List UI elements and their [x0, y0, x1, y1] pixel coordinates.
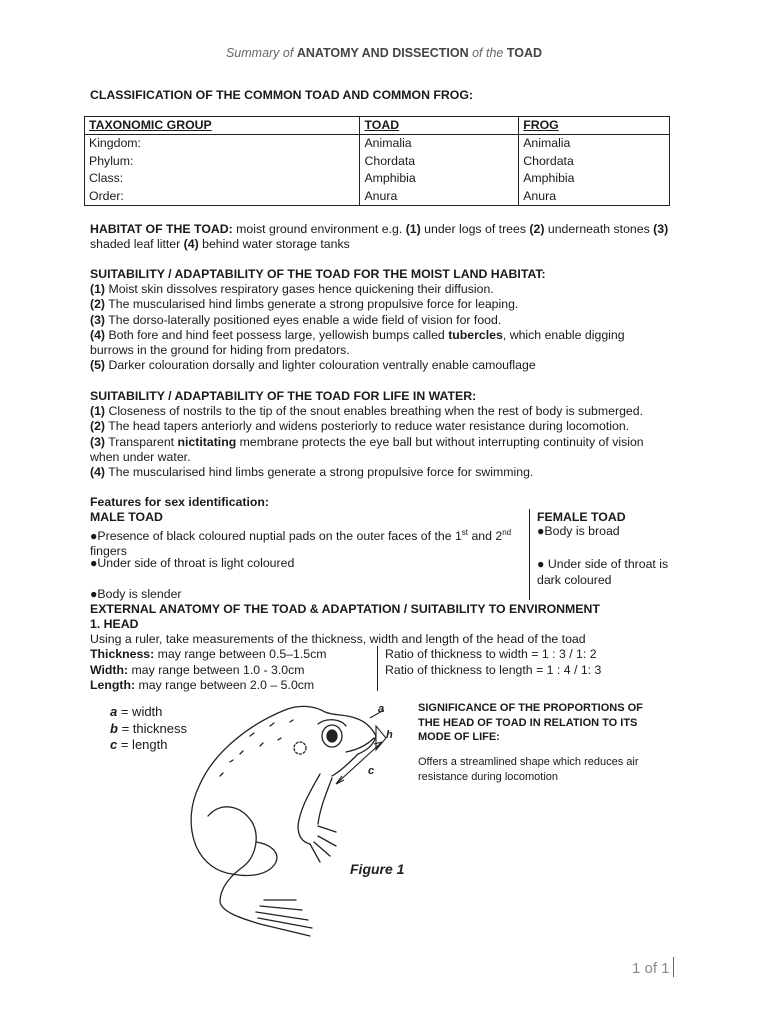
label-c: c	[368, 765, 375, 777]
table-header-row	[85, 117, 670, 135]
header-post: of the	[472, 46, 504, 60]
table-row	[85, 135, 670, 153]
measure-text: may range between 0.5–1.5cm	[154, 647, 327, 661]
measure-label: Thickness:	[90, 647, 155, 661]
table-cell: Phylum:	[85, 153, 360, 170]
male-text: ●Presence of black coloured nuptial pads on the outer faces of the 1	[90, 529, 462, 544]
item-num: (1)	[90, 282, 106, 297]
habitat-text: underneath stones	[544, 222, 654, 236]
list-item	[90, 297, 690, 312]
male-text: fingers	[90, 544, 127, 559]
significance-title	[418, 701, 643, 745]
habitat-label: HABITAT OF THE TOAD:	[90, 222, 233, 236]
length-line	[90, 678, 327, 694]
table-row	[85, 170, 670, 187]
table-cell: Chordata	[360, 153, 519, 170]
male-title: MALE TOAD	[90, 510, 163, 524]
item-num: (2)	[90, 297, 106, 312]
item-num: (1)	[90, 404, 106, 419]
female-text: dark coloured	[537, 573, 612, 587]
item-text: Transparent	[105, 434, 178, 449]
ordinal: st	[461, 528, 469, 537]
item-term: nictitating	[177, 434, 237, 449]
table-cell: Chordata	[519, 153, 670, 170]
item-num: (4)	[90, 465, 106, 480]
page-header	[0, 46, 768, 60]
list-item	[90, 404, 700, 419]
item-text: The head tapers anteriorly and widens posteriorly to reduce water resistance during locomotion.	[105, 419, 630, 434]
item-text: Darker colouration dorsally and lighter colouration ventrally enable camouflage	[105, 358, 536, 373]
legend-text: = thickness	[117, 720, 187, 736]
head-title: 1. HEAD	[90, 617, 139, 631]
list-item	[90, 313, 690, 328]
legend-text: = length	[117, 737, 168, 752]
table-cell: Animalia	[519, 135, 670, 153]
item-text: burrows in the ground for hiding from predators.	[90, 343, 350, 358]
ratios	[385, 647, 601, 678]
item-text: when under water.	[90, 449, 191, 464]
table-cell: Class:	[85, 170, 360, 187]
header-pre: Summary of	[225, 46, 294, 60]
legend-key: a	[110, 704, 118, 719]
item-num: (4)	[90, 327, 106, 342]
item-text: Both fore and hind feet possess large, yellowish bumps called	[105, 327, 449, 342]
significance-title-line: SIGNIFICANCE OF THE PROPORTIONS OF	[418, 702, 643, 714]
item-num: (5)	[90, 358, 106, 373]
label-a: a	[378, 703, 385, 715]
habitat-num: (2)	[529, 222, 545, 236]
table-cell: Order:	[85, 188, 360, 206]
significance-title-line: THE HEAD OF TOAD IN RELATION TO ITS	[418, 716, 638, 729]
habitat-num: (4)	[183, 237, 199, 252]
table-cell: Anura	[519, 188, 670, 206]
measure-label: Length:	[90, 678, 136, 693]
male-feature-1	[90, 525, 511, 560]
table-cell: Amphibia	[360, 170, 519, 187]
male-feature-3: ●Body is slender	[90, 587, 182, 601]
measure-text: may range between 2.0 – 5.0cm	[135, 678, 315, 693]
item-num: (3)	[90, 312, 106, 327]
ratio-line: Ratio of thickness to width = 1 : 3 / 1: 2	[385, 647, 597, 661]
habitat-text: shaded leaf litter	[90, 237, 184, 252]
list-item	[90, 358, 690, 373]
ratio-line: Ratio of thickness to length = 1 : 4 / 1: 3	[385, 662, 602, 677]
water-section	[90, 389, 700, 480]
list-item	[90, 465, 700, 480]
figure-label: Figure 1	[350, 861, 405, 877]
land-title: SUITABILITY / ADAPTABILITY OF THE TOAD FOR THE MOIST LAND HABITAT:	[90, 267, 546, 281]
sex-title: Features for sex identification:	[90, 495, 270, 509]
item-text: Closeness of nostrils to the tip of the snout enables breathing when the rest of body is submerged.	[105, 404, 643, 419]
table-cell: Animalia	[360, 135, 519, 153]
measure-text: may range between 1.0 - 3.0cm	[128, 662, 305, 677]
item-term: tubercles	[448, 327, 503, 342]
page-number-text: 1 of 1	[632, 960, 670, 977]
toad-figure	[160, 696, 420, 940]
list-item	[90, 419, 700, 434]
external-title: EXTERNAL ANATOMY OF THE TOAD & ADAPTATION / SUITABILITY TO ENVIRONMENT	[90, 602, 600, 616]
measure-intro: Using a ruler, take measurements of the thickness, width and length of the head of the toad	[90, 632, 586, 646]
header-end: TOAD	[506, 46, 543, 60]
header-title: ANATOMY AND DISSECTION	[296, 46, 469, 60]
list-item	[90, 282, 690, 297]
ratio-divider	[377, 646, 378, 691]
significance-line: Offers a streamlined shape which reduces air	[418, 756, 639, 768]
item-text: The dorso-laterally positioned eyes enable a wide field of vision for food.	[105, 312, 502, 327]
ordinal: nd	[502, 528, 512, 537]
legend-text: = width	[117, 704, 163, 719]
item-num: (2)	[90, 419, 106, 434]
thickness-line	[90, 647, 327, 663]
table-row	[85, 153, 670, 170]
measurements	[90, 647, 327, 694]
male-text: and 2	[468, 529, 503, 544]
habitat-text: under logs of trees	[420, 222, 530, 236]
list-item	[90, 435, 700, 465]
legend-key: b	[110, 720, 118, 736]
table-header-cell: TAXONOMIC GROUP	[85, 117, 360, 135]
habitat-text: moist ground environment e.g.	[232, 222, 406, 236]
item-text: Moist skin dissolves respiratory gases hence quickening their diffusion.	[105, 282, 494, 297]
table-header-cell: FROG	[519, 117, 670, 135]
female-feature-2	[537, 556, 668, 588]
item-text: The muscularised hind limbs generate a strong propulsive force for leaping.	[105, 297, 519, 312]
habitat-text: behind water storage tanks	[198, 237, 350, 252]
male-feature-2: ●Under side of throat is light coloured	[90, 556, 295, 570]
item-text: The muscularised hind limbs generate a strong propulsive force for swimming.	[105, 465, 534, 480]
item-text: , which enable digging	[502, 327, 625, 342]
table-cell: Kingdom:	[85, 135, 360, 153]
land-section	[90, 267, 690, 373]
significance-text	[418, 755, 639, 784]
legend-key: c	[110, 737, 118, 752]
habitat-paragraph	[90, 222, 690, 252]
water-title: SUITABILITY / ADAPTABILITY OF THE TOAD FOR LIFE IN WATER:	[90, 389, 477, 403]
toad-outline	[191, 706, 376, 936]
width-line	[90, 663, 327, 679]
item-text: membrane protects the eye ball but without interrupting continuity of vision	[236, 434, 644, 449]
significance-title-line: MODE OF LIFE:	[418, 731, 500, 743]
page-number	[632, 960, 670, 977]
female-feature-1: ●Body is broad	[537, 524, 620, 538]
significance-line: resistance during locomotion	[418, 770, 559, 783]
taxonomy-table	[84, 116, 670, 206]
table-cell: Amphibia	[519, 170, 670, 187]
table-cell: Anura	[360, 188, 519, 206]
habitat-num: (1)	[405, 222, 421, 236]
table-row	[85, 188, 670, 206]
page-divider	[673, 957, 674, 977]
classification-title: CLASSIFICATION OF THE COMMON TOAD AND COMMON FROG:	[90, 88, 473, 102]
item-num: (3)	[90, 434, 106, 449]
list-item	[90, 328, 690, 358]
table-header-cell: TOAD	[360, 117, 519, 135]
female-text: ● Under side of throat is	[537, 557, 669, 571]
label-b: h	[386, 729, 393, 741]
habitat-num: (3)	[653, 222, 669, 236]
female-title: FEMALE TOAD	[537, 510, 626, 524]
column-divider	[529, 509, 530, 600]
measure-label: Width:	[90, 662, 129, 677]
